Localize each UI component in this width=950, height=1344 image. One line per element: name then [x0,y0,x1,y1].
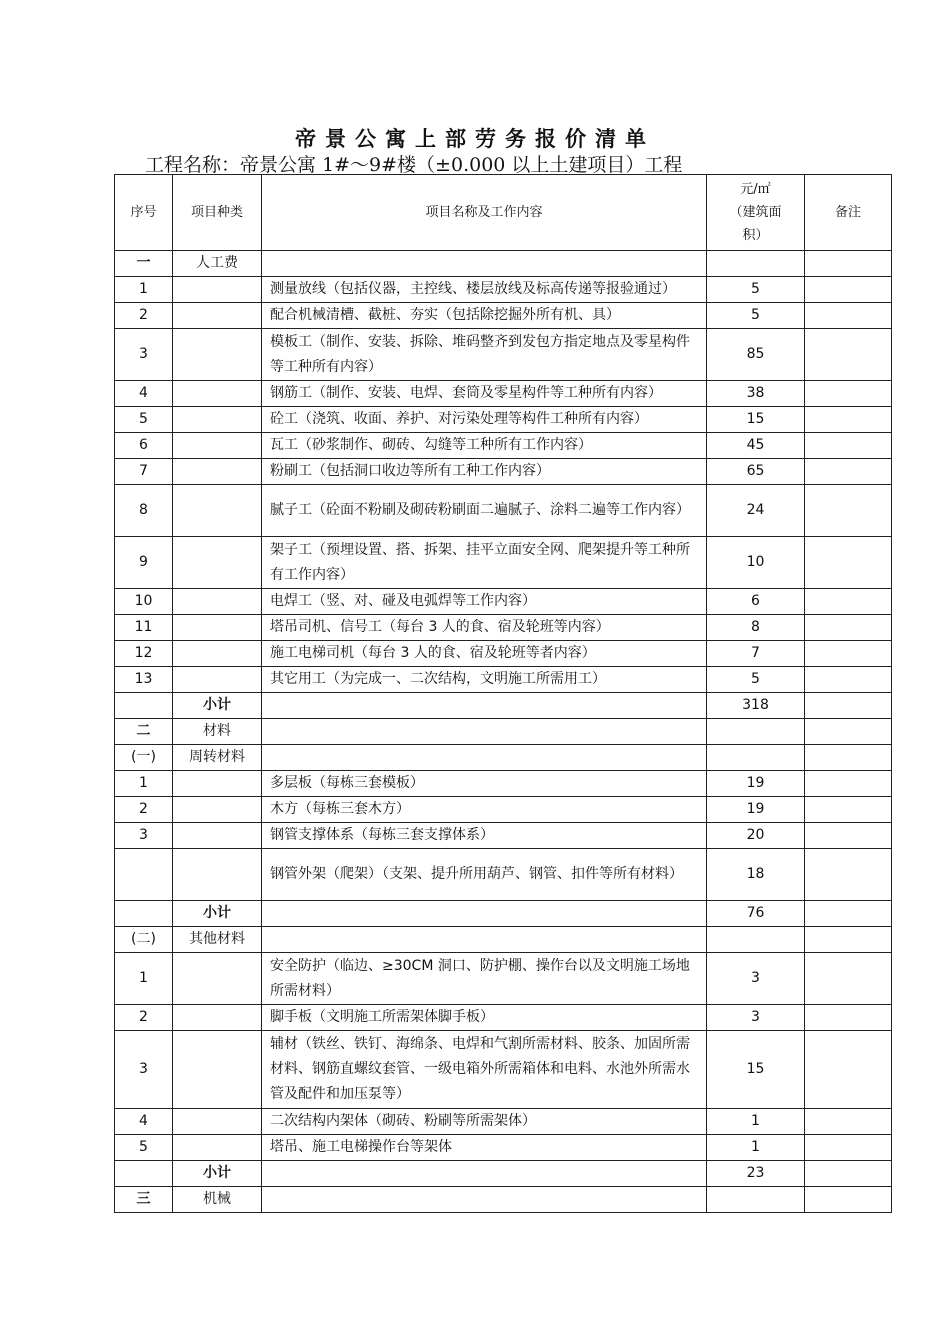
cell-price: 10 [707,537,805,589]
cell-remark [805,719,892,745]
cell-content: 钢管支撑体系（每栋三套支撑体系） [262,823,707,849]
cell-remark [805,485,892,537]
table-row [115,1109,892,1135]
cell-price [707,251,805,277]
cell-type [173,433,262,459]
cell-type: 周转材料 [173,745,262,771]
cell-type [173,303,262,329]
table-row [115,537,892,589]
cell-seq: 6 [115,433,173,459]
document-title: 帝景公寓上部劳务报价清单 [295,127,655,151]
cell-type: 小计 [173,1161,262,1187]
cell-remark [805,615,892,641]
table-row [115,277,892,303]
cell-price: 1 [707,1135,805,1161]
cell-content [262,719,707,745]
cell-price: 20 [707,823,805,849]
cell-price: 45 [707,433,805,459]
cell-content: 砼工（浇筑、收面、养护、对污染处理等构件工种所有内容） [262,407,707,433]
cell-remark [805,433,892,459]
cell-type [173,407,262,433]
cell-remark [805,1109,892,1135]
cell-seq: 2 [115,303,173,329]
table-row [115,329,892,381]
cell-remark [805,407,892,433]
cell-price: 3 [707,1005,805,1031]
header-unit-line2: （建筑面 [729,205,782,220]
cell-price [707,745,805,771]
table-row-section-materials [115,719,892,745]
cell-price: 5 [707,277,805,303]
cell-content: 腻子工（砼面不粉刷及砌砖粉刷面二遍腻子、涂料二遍等工作内容） [262,485,707,537]
cell-seq [115,1161,173,1187]
table-row [115,667,892,693]
cell-seq: 一 [115,251,173,277]
cell-price: 318 [707,693,805,719]
cell-type [173,849,262,901]
cell-type [173,823,262,849]
cell-remark [805,589,892,615]
cell-remark [805,1135,892,1161]
cell-price [707,927,805,953]
cell-remark [805,459,892,485]
table-row-section-labor [115,251,892,277]
cell-type [173,667,262,693]
table-row [115,1005,892,1031]
cell-content: 多层板（每栋三套模板） [262,771,707,797]
cell-content: 模板工（制作、安装、拆除、堆码整齐到发包方指定地点及零星构件等工种所有内容） [262,329,707,381]
cell-content [262,901,707,927]
cell-remark [805,745,892,771]
cell-price: 85 [707,329,805,381]
cell-type: 其他材料 [173,927,262,953]
cell-price: 23 [707,1161,805,1187]
cell-price: 15 [707,407,805,433]
cell-remark [805,277,892,303]
cell-seq: 4 [115,381,173,407]
cell-seq: 3 [115,823,173,849]
cell-content [262,745,707,771]
cell-price: 5 [707,303,805,329]
cell-type [173,485,262,537]
cell-content: 塔吊、施工电梯操作台等架体 [262,1135,707,1161]
cell-type [173,797,262,823]
cell-content: 测量放线（包括仪器，主控线、楼层放线及标高传递等报验通过） [262,277,707,303]
cell-type [173,1109,262,1135]
table-row [115,1031,892,1109]
cell-remark [805,849,892,901]
cell-remark [805,303,892,329]
cell-remark [805,667,892,693]
cell-type [173,641,262,667]
cell-type [173,459,262,485]
cell-type [173,1135,262,1161]
table-row [115,771,892,797]
cell-content [262,927,707,953]
cell-price: 7 [707,641,805,667]
cell-seq: 10 [115,589,173,615]
cell-remark [805,953,892,1005]
cell-remark [805,771,892,797]
cell-seq [115,901,173,927]
table-row-subsection [115,927,892,953]
table-row [115,381,892,407]
cell-remark [805,251,892,277]
cell-seq: 2 [115,797,173,823]
cell-price: 8 [707,615,805,641]
table-row-subtotal [115,901,892,927]
table-row-subtotal [115,1161,892,1187]
cell-type [173,615,262,641]
cell-type [173,277,262,303]
cell-seq: 8 [115,485,173,537]
cell-remark [805,381,892,407]
cell-content: 安全防护（临边、≥30CM 洞口、防护棚、操作台以及文明施工场地所需材料） [262,953,707,1005]
cell-remark [805,927,892,953]
cell-seq: 三 [115,1187,173,1213]
cell-remark [805,901,892,927]
cell-remark [805,797,892,823]
header-unit-line3: 积） [742,228,769,243]
cell-remark [805,1031,892,1109]
table-row [115,589,892,615]
table-row [115,615,892,641]
cell-remark [805,1161,892,1187]
cell-seq: 12 [115,641,173,667]
header-content: 项目名称及工作内容 [262,175,707,251]
cell-content [262,251,707,277]
cell-price: 1 [707,1109,805,1135]
cell-seq: 3 [115,1031,173,1109]
cell-content [262,693,707,719]
cell-type [173,537,262,589]
table-row [115,407,892,433]
cell-price: 3 [707,953,805,1005]
cell-remark [805,693,892,719]
cell-seq: 1 [115,277,173,303]
header-type: 项目种类 [173,175,262,251]
table-row [115,641,892,667]
cell-seq: 9 [115,537,173,589]
cell-seq: 13 [115,667,173,693]
cell-content: 配合机械清槽、截桩、夯实（包括除挖掘外所有机、具） [262,303,707,329]
cell-content [262,1161,707,1187]
cell-type [173,953,262,1005]
cell-type: 小计 [173,693,262,719]
table-row [115,797,892,823]
cell-remark [805,329,892,381]
table-row-section-machinery [115,1187,892,1213]
cell-content: 电焊工（竖、对、碰及电弧焊等工作内容） [262,589,707,615]
cell-seq: 7 [115,459,173,485]
table-row [115,303,892,329]
cell-price: 38 [707,381,805,407]
table-row-subtotal [115,693,892,719]
cell-type [173,1031,262,1109]
cell-content: 辅材（铁丝、铁钉、海绵条、电焊和气割所需材料、胶条、加固所需材料、钢筋直螺纹套管、一级电箱外所需箱体和电料、水池外所需水管及配件和加压泵等） [262,1031,707,1109]
cell-seq: (一) [115,745,173,771]
cell-price: 5 [707,667,805,693]
cell-content: 脚手板（文明施工所需架体脚手板） [262,1005,707,1031]
quotation-table [114,174,892,1213]
cell-content: 粉刷工（包括洞口收边等所有工种工作内容） [262,459,707,485]
table-row-subsection [115,745,892,771]
cell-remark [805,1187,892,1213]
cell-content: 木方（每栋三套木方） [262,797,707,823]
cell-seq: 3 [115,329,173,381]
table-header-row [115,175,892,251]
cell-content: 二次结构内架体（砌砖、粉刷等所需架体） [262,1109,707,1135]
cell-type [173,589,262,615]
header-unit-price [707,175,805,251]
header-seq: 序号 [115,175,173,251]
header-remark: 备注 [805,175,892,251]
table-row [115,433,892,459]
table-row [115,485,892,537]
table-row [115,953,892,1005]
cell-content: 塔吊司机、信号工（每台 3 人的食、宿及轮班等内容） [262,615,707,641]
cell-seq: 5 [115,1135,173,1161]
cell-content: 钢管外架（爬架）（支架、提升所用葫芦、钢管、扣件等所有材料） [262,849,707,901]
cell-remark [805,823,892,849]
table-row [115,459,892,485]
cell-seq: 1 [115,953,173,1005]
cell-type [173,329,262,381]
cell-type: 人工费 [173,251,262,277]
cell-price: 15 [707,1031,805,1109]
cell-content: 施工电梯司机（每台 3 人的食、宿及轮班等者内容） [262,641,707,667]
cell-price: 6 [707,589,805,615]
cell-type: 机械 [173,1187,262,1213]
cell-seq [115,693,173,719]
project-name: 工程名称：帝景公寓 1#～9#楼（±0.000 以上土建项目）工程 [145,154,683,176]
table-row [115,849,892,901]
cell-price: 19 [707,771,805,797]
cell-type [173,381,262,407]
cell-type: 小计 [173,901,262,927]
cell-remark [805,641,892,667]
cell-price [707,1187,805,1213]
cell-seq [115,849,173,901]
cell-content: 瓦工（砂浆制作、砌砖、勾缝等工种所有工作内容） [262,433,707,459]
cell-content: 其它用工（为完成一、二次结构，文明施工所需用工） [262,667,707,693]
cell-price: 76 [707,901,805,927]
cell-remark [805,537,892,589]
cell-seq: 2 [115,1005,173,1031]
cell-seq: 1 [115,771,173,797]
table-row [115,1135,892,1161]
cell-price: 24 [707,485,805,537]
header-unit-line1: 元/㎡ [740,182,771,197]
cell-seq: 11 [115,615,173,641]
table-row [115,823,892,849]
cell-type [173,1005,262,1031]
cell-seq: 5 [115,407,173,433]
cell-price: 18 [707,849,805,901]
cell-seq: (二) [115,927,173,953]
cell-type [173,771,262,797]
cell-type: 材料 [173,719,262,745]
cell-price [707,719,805,745]
cell-remark [805,1005,892,1031]
cell-price: 19 [707,797,805,823]
cell-seq: 4 [115,1109,173,1135]
cell-price: 65 [707,459,805,485]
cell-content: 钢筋工（制作、安装、电焊、套筒及零星构件等工种所有内容） [262,381,707,407]
cell-seq: 二 [115,719,173,745]
cell-content: 架子工（预埋设置、搭、拆架、挂平立面安全网、爬架提升等工种所有工作内容） [262,537,707,589]
cell-content [262,1187,707,1213]
